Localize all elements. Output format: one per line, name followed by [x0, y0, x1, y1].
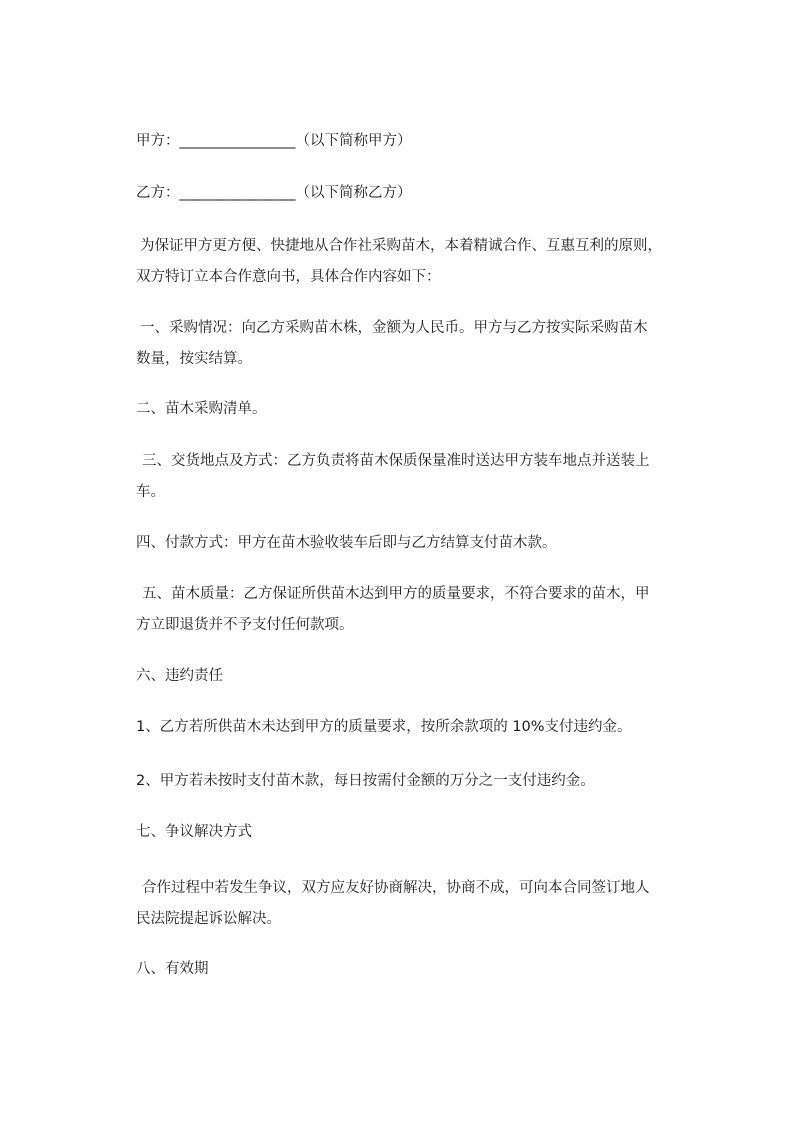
clause-7-title: 七、争议解决方式 — [136, 824, 252, 840]
clause-5-paragraph — [108, 579, 708, 641]
clause-3-paragraph — [108, 446, 708, 508]
intro-line-2: 双方特订立本合作意向书，具体合作内容如下： — [136, 269, 441, 285]
party-a-line: 甲方：________________（以下简称甲方） — [136, 133, 412, 149]
clause-6-item-2: 2、甲方若未按时支付苗木款，每日按需付金额的万分之一支付违约金。 — [136, 773, 595, 789]
clause-1-line-2: 数量，按实结算。 — [136, 351, 252, 367]
clause-8-title: 八、有效期 — [136, 961, 209, 977]
clause-2: 二、苗木采购清单。 — [136, 401, 267, 417]
clause-7-body — [108, 873, 708, 935]
clause-7-line-1: 合作过程中若发生争议，双方应友好协商解决，协商不成，可向本合同签订地人 — [142, 880, 650, 896]
clause-6-item-1: 1、乙方若所供苗木未达到甲方的质量要求，按所余款项的 10%支付违约金。 — [136, 719, 632, 735]
clause-5-line-1: 五、苗木质量：乙方保证所供苗木达到甲方的质量要求，不符合要求的苗木，甲 — [142, 586, 650, 602]
clause-6-title: 六、违约责任 — [136, 668, 223, 684]
intro-line-1: 为保证甲方更方便、快捷地从合作社采购苗木，本着精诚合作、互惠互利的原则， — [140, 238, 662, 254]
clause-7-line-2: 民法院提起诉讼解决。 — [136, 911, 281, 927]
clause-5-line-2: 方立即退货并不予支付任何款项。 — [136, 617, 354, 633]
party-b-line: 乙方：________________（以下简称乙方） — [136, 185, 412, 201]
clause-3-line-1: 三、交货地点及方式：乙方负责将苗木保质保量准时送达甲方装车地点并送装上 — [142, 453, 650, 469]
clause-4: 四、付款方式：甲方在苗木验收装车后即与乙方结算支付苗木款。 — [136, 535, 557, 551]
clause-1-paragraph — [108, 313, 708, 375]
intro-paragraph — [108, 231, 708, 293]
clause-3-line-2: 车。 — [136, 484, 165, 500]
clause-1-line-1: 一、采购情况：向乙方采购苗木株，金额为人民币。甲方与乙方按实际采购苗木 — [140, 320, 648, 336]
